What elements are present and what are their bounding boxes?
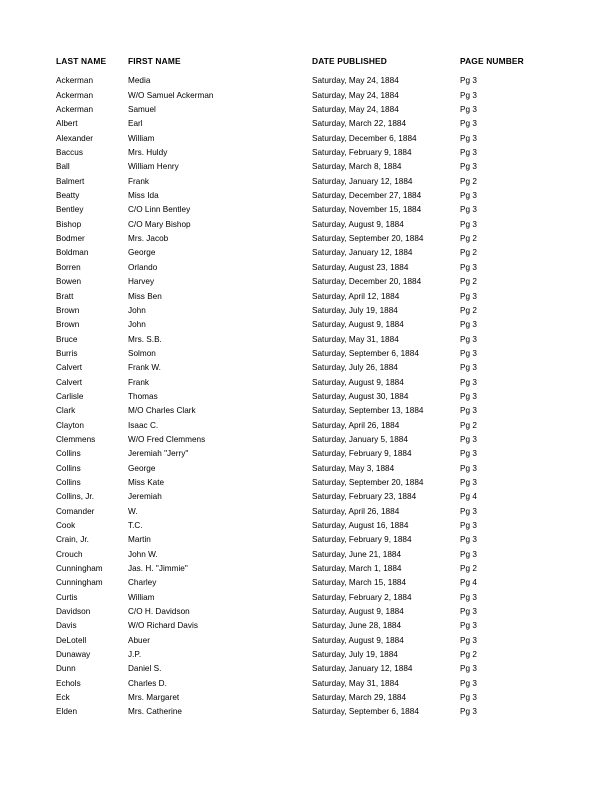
cell-first-name: Charles D. — [128, 678, 167, 688]
cell-last-name: Brown — [56, 305, 80, 315]
cell-date-published: Saturday, March 29, 1884 — [312, 693, 407, 703]
cell-first-name: Miss Ida — [128, 191, 159, 201]
cell-page-number: Pg 3 — [460, 105, 477, 115]
cell-date-published: Saturday, August 9, 1884 — [312, 607, 404, 617]
table-row — [56, 705, 580, 719]
table-row — [56, 347, 580, 361]
cell-last-name: Bruce — [56, 334, 78, 344]
cell-last-name: Crouch — [56, 549, 83, 559]
cell-page-number: Pg 3 — [460, 219, 477, 229]
cell-date-published: Saturday, April 12, 1884 — [312, 291, 400, 301]
cell-last-name: Beatty — [56, 191, 80, 201]
table-row — [56, 533, 580, 547]
cell-last-name: Calvert — [56, 363, 83, 373]
table-row — [56, 519, 580, 533]
cell-page-number: Pg 2 — [460, 305, 477, 315]
cell-last-name: Cook — [56, 521, 76, 530]
cell-last-name: Bishop — [56, 219, 82, 229]
cell-last-name: DeLotell — [56, 635, 87, 645]
cell-first-name: Jas. H. "Jimmie" — [128, 564, 188, 574]
cell-date-published: Saturday, February 9, 1884 — [312, 449, 412, 459]
cell-page-number: Pg 3 — [460, 592, 477, 602]
cell-date-published: Saturday, July 19, 1884 — [312, 305, 398, 315]
cell-page-number: Pg 3 — [460, 205, 477, 215]
cell-page-number: Pg 3 — [460, 449, 477, 459]
cell-first-name: Daniel S. — [128, 664, 162, 674]
table-row — [56, 333, 580, 347]
cell-date-published: Saturday, February 9, 1884 — [312, 148, 412, 158]
column-header-first-name: FIRST NAME — [128, 56, 181, 66]
cell-page-number: Pg 3 — [460, 391, 477, 401]
table-row — [56, 160, 580, 174]
cell-last-name: Bentley — [56, 205, 84, 215]
cell-last-name: Comander — [56, 506, 95, 516]
table-row — [56, 117, 580, 131]
cell-date-published: Saturday, May 24, 1884 — [312, 105, 399, 115]
cell-date-published: Saturday, September 13, 1884 — [312, 406, 424, 416]
cell-first-name: Isaac C. — [128, 420, 159, 430]
cell-last-name: Burris — [56, 348, 78, 358]
cell-date-published: Saturday, March 8, 1884 — [312, 162, 402, 172]
cell-page-number: Pg 4 — [460, 578, 477, 588]
cell-last-name: Bodmer — [56, 234, 85, 244]
cell-page-number: Pg 2 — [460, 564, 477, 574]
cell-date-published: Saturday, September 6, 1884 — [312, 707, 419, 717]
cell-date-published: Saturday, August 16, 1884 — [312, 521, 409, 530]
obituary-index-table — [56, 54, 580, 720]
cell-page-number: Pg 3 — [460, 463, 477, 473]
cell-date-published: Saturday, August 30, 1884 — [312, 391, 409, 401]
table-row — [56, 74, 580, 88]
cell-page-number: Pg 4 — [460, 492, 477, 502]
cell-first-name: C/O Linn Bentley — [128, 205, 191, 215]
cell-last-name: Davis — [56, 621, 77, 631]
cell-first-name: Mrs. Margaret — [128, 693, 180, 703]
cell-date-published: Saturday, July 19, 1884 — [312, 650, 398, 660]
cell-last-name: Cunningham — [56, 564, 103, 574]
table-row — [56, 218, 580, 232]
cell-last-name: Brown — [56, 320, 80, 330]
cell-first-name: Mrs. Jacob — [128, 234, 169, 244]
cell-first-name: Solmon — [128, 348, 156, 358]
table-row — [56, 246, 580, 260]
cell-last-name: Clayton — [56, 420, 84, 430]
cell-date-published: Saturday, August 9, 1884 — [312, 377, 404, 387]
cell-date-published: Saturday, August 23, 1884 — [312, 262, 409, 272]
cell-last-name: Baccus — [56, 148, 83, 158]
table-row — [56, 648, 580, 662]
cell-first-name: Jeremiah "Jerry" — [128, 449, 189, 459]
cell-date-published: Saturday, February 2, 1884 — [312, 592, 412, 602]
cell-page-number: Pg 3 — [460, 506, 477, 516]
cell-last-name: Calvert — [56, 377, 83, 387]
cell-date-published: Saturday, April 26, 1884 — [312, 420, 400, 430]
cell-page-number: Pg 3 — [460, 262, 477, 272]
cell-page-number: Pg 3 — [460, 678, 477, 688]
column-header-last-name: LAST NAME — [56, 56, 107, 66]
cell-last-name: Dunn — [56, 664, 76, 674]
cell-date-published: Saturday, June 21, 1884 — [312, 549, 402, 559]
table-row — [56, 677, 580, 691]
cell-page-number: Pg 3 — [460, 693, 477, 703]
cell-first-name: Mrs. Huldy — [128, 148, 168, 158]
cell-last-name: Elden — [56, 707, 78, 717]
cell-page-number: Pg 3 — [460, 191, 477, 201]
cell-first-name: Charley — [128, 578, 157, 588]
cell-last-name: Dunaway — [56, 650, 91, 660]
cell-page-number: Pg 3 — [460, 664, 477, 674]
cell-date-published: Saturday, September 6, 1884 — [312, 348, 419, 358]
cell-page-number: Pg 3 — [460, 162, 477, 172]
table-body — [56, 74, 580, 719]
cell-first-name: Mrs. Catherine — [128, 707, 182, 717]
cell-first-name: Harvey — [128, 277, 155, 287]
cell-first-name: W/O Fred Clemmens — [128, 434, 206, 444]
table-row — [56, 548, 580, 562]
table-row — [56, 290, 580, 304]
cell-last-name: Ackerman — [56, 76, 94, 86]
table-row — [56, 505, 580, 519]
cell-first-name: Frank W. — [128, 363, 161, 373]
cell-page-number: Pg 3 — [460, 334, 477, 344]
cell-last-name: Crain, Jr. — [56, 535, 89, 545]
table-row — [56, 490, 580, 504]
cell-date-published: Saturday, August 9, 1884 — [312, 635, 404, 645]
table-header — [56, 54, 580, 74]
table-row — [56, 318, 580, 332]
cell-page-number: Pg 3 — [460, 148, 477, 158]
cell-page-number: Pg 3 — [460, 535, 477, 545]
cell-page-number: Pg 3 — [460, 291, 477, 301]
cell-page-number: Pg 3 — [460, 348, 477, 358]
table-row — [56, 376, 580, 390]
cell-date-published: Saturday, January 5, 1884 — [312, 434, 408, 444]
cell-last-name: Echols — [56, 678, 81, 688]
cell-first-name: Abuer — [128, 635, 150, 645]
cell-first-name: Samuel — [128, 105, 156, 115]
cell-first-name: William — [128, 133, 155, 143]
table-row — [56, 576, 580, 590]
cell-date-published: Saturday, December 20, 1884 — [312, 277, 422, 287]
cell-first-name: W. — [128, 506, 138, 516]
table-row — [56, 605, 580, 619]
cell-date-published: Saturday, June 28, 1884 — [312, 621, 402, 631]
cell-first-name: Thomas — [128, 391, 158, 401]
cell-last-name: Clemmens — [56, 434, 96, 444]
cell-last-name: Carlisle — [56, 391, 84, 401]
cell-page-number: Pg 3 — [460, 363, 477, 373]
cell-first-name: W/O Samuel Ackerman — [128, 90, 214, 100]
table-row — [56, 447, 580, 461]
table-header-row — [56, 54, 580, 74]
cell-last-name: Collins, Jr. — [56, 492, 95, 502]
cell-first-name: Frank — [128, 176, 150, 186]
cell-first-name: Orlando — [128, 262, 158, 272]
cell-page-number: Pg 3 — [460, 377, 477, 387]
table-row — [56, 203, 580, 217]
cell-date-published: Saturday, March 22, 1884 — [312, 119, 407, 129]
cell-first-name: Earl — [128, 119, 143, 129]
cell-last-name: Ackerman — [56, 105, 94, 115]
cell-page-number: Pg 3 — [460, 635, 477, 645]
cell-first-name: George — [128, 248, 156, 258]
cell-date-published: Saturday, January 12, 1884 — [312, 664, 413, 674]
cell-date-published: Saturday, February 23, 1884 — [312, 492, 417, 502]
cell-date-published: Saturday, August 9, 1884 — [312, 320, 404, 330]
cell-last-name: Boldman — [56, 248, 89, 258]
column-header-page-number: PAGE NUMBER — [460, 56, 524, 66]
cell-first-name: Miss Kate — [128, 477, 165, 487]
table-row — [56, 189, 580, 203]
cell-first-name: John — [128, 305, 146, 315]
table-row — [56, 175, 580, 189]
cell-date-published: Saturday, February 9, 1884 — [312, 535, 412, 545]
cell-date-published: Saturday, May 31, 1884 — [312, 334, 399, 344]
cell-last-name: Bowen — [56, 277, 82, 287]
cell-page-number: Pg 3 — [460, 521, 477, 530]
cell-last-name: Clark — [56, 406, 76, 416]
cell-date-published: Saturday, January 12, 1884 — [312, 248, 413, 258]
table-row — [56, 419, 580, 433]
cell-page-number: Pg 3 — [460, 406, 477, 416]
cell-date-published: Saturday, August 9, 1884 — [312, 219, 404, 229]
cell-first-name: William Henry — [128, 162, 179, 172]
cell-page-number: Pg 3 — [460, 434, 477, 444]
cell-page-number: Pg 3 — [460, 707, 477, 717]
table-row — [56, 390, 580, 404]
cell-date-published: Saturday, March 15, 1884 — [312, 578, 407, 588]
cell-first-name: T.C. — [128, 521, 143, 530]
cell-last-name: Ackerman — [56, 90, 94, 100]
cell-last-name: Curtis — [56, 592, 78, 602]
cell-page-number: Pg 2 — [460, 248, 477, 258]
cell-first-name: George — [128, 463, 156, 473]
cell-date-published: Saturday, May 24, 1884 — [312, 76, 399, 86]
cell-first-name: Mrs. S.B. — [128, 334, 162, 344]
cell-page-number: Pg 2 — [460, 234, 477, 244]
table-row — [56, 591, 580, 605]
cell-date-published: Saturday, May 3, 1884 — [312, 463, 395, 473]
table-row — [56, 433, 580, 447]
cell-last-name: Collins — [56, 463, 81, 473]
cell-date-published: Saturday, September 20, 1884 — [312, 477, 424, 487]
cell-first-name: Martin — [128, 535, 151, 545]
cell-last-name: Alexander — [56, 133, 94, 143]
cell-first-name: Miss Ben — [128, 291, 162, 301]
table-row — [56, 476, 580, 490]
cell-date-published: Saturday, December 6, 1884 — [312, 133, 417, 143]
table-row — [56, 634, 580, 648]
cell-last-name: Collins — [56, 449, 81, 459]
cell-date-published: Saturday, January 12, 1884 — [312, 176, 413, 186]
cell-first-name: C/O Mary Bishop — [128, 219, 191, 229]
cell-page-number: Pg 2 — [460, 176, 477, 186]
table-row — [56, 662, 580, 676]
cell-date-published: Saturday, May 24, 1884 — [312, 90, 399, 100]
cell-date-published: Saturday, April 26, 1884 — [312, 506, 400, 516]
cell-page-number: Pg 3 — [460, 477, 477, 487]
cell-last-name: Borren — [56, 262, 81, 272]
cell-page-number: Pg 3 — [460, 90, 477, 100]
cell-first-name: William — [128, 592, 155, 602]
table-row — [56, 691, 580, 705]
cell-last-name: Balmert — [56, 176, 85, 186]
column-header-date-published: DATE PUBLISHED — [312, 56, 387, 66]
cell-first-name: W/O Richard Davis — [128, 621, 198, 631]
cell-first-name: Frank — [128, 377, 150, 387]
cell-date-published: Saturday, September 20, 1884 — [312, 234, 424, 244]
table-row — [56, 361, 580, 375]
cell-first-name: C/O H. Davidson — [128, 607, 190, 617]
cell-date-published: Saturday, May 31, 1884 — [312, 678, 399, 688]
table-row — [56, 462, 580, 476]
cell-first-name: John W. — [128, 549, 158, 559]
cell-page-number: Pg 3 — [460, 119, 477, 129]
cell-last-name: Albert — [56, 119, 78, 129]
cell-page-number: Pg 3 — [460, 76, 477, 86]
cell-first-name: J.P. — [128, 650, 142, 660]
cell-page-number: Pg 2 — [460, 277, 477, 287]
table-row — [56, 132, 580, 146]
cell-date-published: Saturday, December 27, 1884 — [312, 191, 422, 201]
cell-page-number: Pg 3 — [460, 320, 477, 330]
table-row — [56, 261, 580, 275]
cell-last-name: Bratt — [56, 291, 74, 301]
cell-last-name: Eck — [56, 693, 70, 703]
table-row — [56, 304, 580, 318]
cell-first-name: John — [128, 320, 146, 330]
cell-last-name: Davidson — [56, 607, 91, 617]
cell-page-number: Pg 3 — [460, 621, 477, 631]
cell-last-name: Ball — [56, 162, 70, 172]
table-row — [56, 275, 580, 289]
cell-first-name: Jeremiah — [128, 492, 162, 502]
table-row — [56, 89, 580, 103]
table-row — [56, 619, 580, 633]
cell-page-number: Pg 2 — [460, 650, 477, 660]
cell-page-number: Pg 3 — [460, 607, 477, 617]
table-row — [56, 232, 580, 246]
cell-date-published: Saturday, March 1, 1884 — [312, 564, 402, 574]
cell-page-number: Pg 3 — [460, 549, 477, 559]
cell-first-name: M/O Charles Clark — [128, 406, 196, 416]
cell-page-number: Pg 3 — [460, 133, 477, 143]
table-row — [56, 146, 580, 160]
table-row — [56, 404, 580, 418]
cell-page-number: Pg 2 — [460, 420, 477, 430]
cell-last-name: Cunningham — [56, 578, 103, 588]
cell-date-published: Saturday, July 26, 1884 — [312, 363, 398, 373]
cell-first-name: Media — [128, 76, 151, 86]
cell-last-name: Collins — [56, 477, 81, 487]
table-row — [56, 562, 580, 576]
cell-date-published: Saturday, November 15, 1884 — [312, 205, 422, 215]
table-row — [56, 103, 580, 117]
